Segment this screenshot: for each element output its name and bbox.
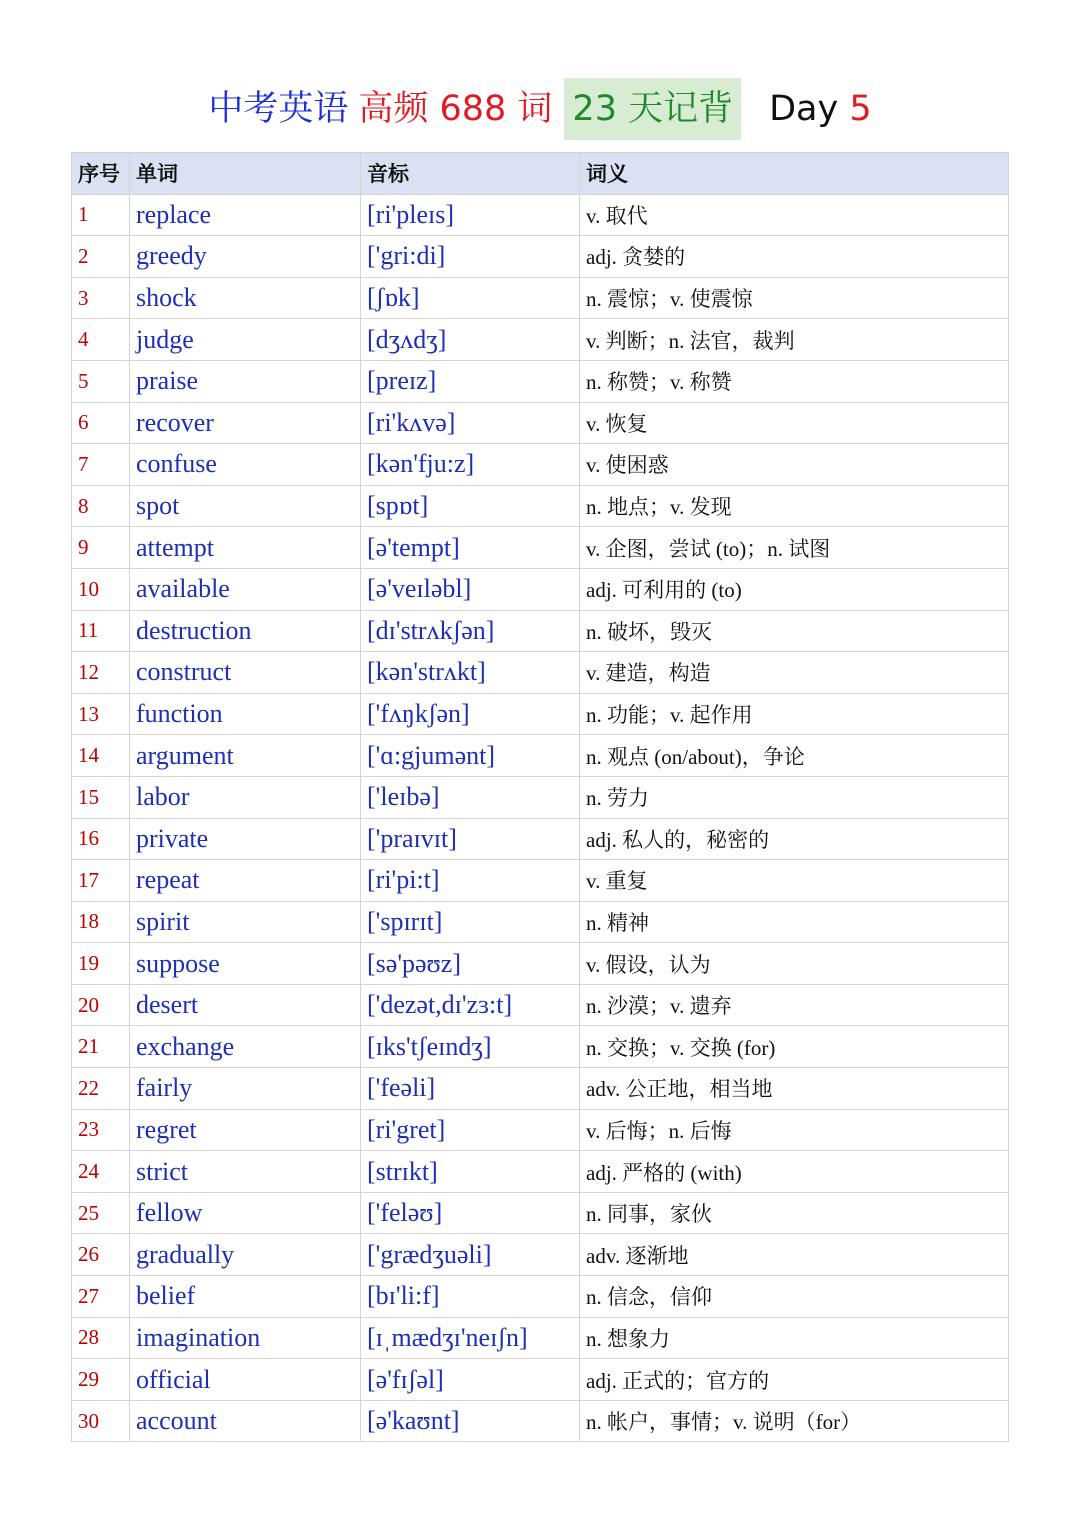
- table-row: [72, 360, 1009, 402]
- row-word: belief: [130, 1276, 361, 1318]
- row-number: 25: [72, 1192, 130, 1234]
- table-row: [72, 1026, 1009, 1068]
- table-body: [72, 194, 1009, 1442]
- row-number: 19: [72, 943, 130, 985]
- row-phonetic: [ri'pleɪs]: [361, 194, 580, 236]
- row-word: desert: [130, 984, 361, 1026]
- row-meaning: adj. 可利用的 (to): [580, 568, 1009, 610]
- table-row: [72, 693, 1009, 735]
- row-meaning: n. 地点；v. 发现: [580, 485, 1009, 527]
- table-row: [72, 236, 1009, 278]
- table-row: [72, 610, 1009, 652]
- row-number: 16: [72, 818, 130, 860]
- row-word: recover: [130, 402, 361, 444]
- row-phonetic: ['spɪrɪt]: [361, 901, 580, 943]
- table-row: [72, 527, 1009, 569]
- row-word: attempt: [130, 527, 361, 569]
- row-number: 21: [72, 1026, 130, 1068]
- row-meaning: v. 建造，构造: [580, 652, 1009, 694]
- row-meaning: adj. 私人的，秘密的: [580, 818, 1009, 860]
- row-phonetic: [ri'pi:t]: [361, 860, 580, 902]
- header-meaning: 词义: [580, 153, 1009, 195]
- table-row: [72, 1192, 1009, 1234]
- row-phonetic: [sə'pəʊz]: [361, 943, 580, 985]
- row-number: 11: [72, 610, 130, 652]
- row-meaning: v. 企图，尝试 (to)；n. 试图: [580, 527, 1009, 569]
- row-number: 27: [72, 1276, 130, 1318]
- row-word: labor: [130, 776, 361, 818]
- row-number: 20: [72, 984, 130, 1026]
- vocabulary-table: [71, 152, 1009, 1442]
- row-phonetic: [ə'tempt]: [361, 527, 580, 569]
- row-word: account: [130, 1400, 361, 1442]
- row-phonetic: [ɪks'tʃeɪndʒ]: [361, 1026, 580, 1068]
- row-number: 15: [72, 776, 130, 818]
- row-phonetic: [kən'fju:z]: [361, 444, 580, 486]
- row-meaning: n. 帐户，事情；v. 说明（for）: [580, 1400, 1009, 1442]
- row-meaning: v. 使困惑: [580, 444, 1009, 486]
- row-phonetic: [ʃɒk]: [361, 277, 580, 319]
- row-meaning: n. 功能；v. 起作用: [580, 693, 1009, 735]
- row-meaning: n. 沙漠；v. 遗弃: [580, 984, 1009, 1026]
- row-meaning: n. 称赞；v. 称赞: [580, 360, 1009, 402]
- row-number: 18: [72, 901, 130, 943]
- row-phonetic: [dʒʌdʒ]: [361, 319, 580, 361]
- page-title: [0, 78, 1080, 140]
- row-word: judge: [130, 319, 361, 361]
- row-word: imagination: [130, 1317, 361, 1359]
- row-meaning: v. 后悔；n. 后悔: [580, 1109, 1009, 1151]
- table-row: [72, 984, 1009, 1026]
- title-day-number: 5: [849, 89, 872, 129]
- header-number: 序号: [72, 153, 130, 195]
- header-word: 单词: [130, 153, 361, 195]
- row-number: 8: [72, 485, 130, 527]
- row-word: function: [130, 693, 361, 735]
- row-phonetic: ['leɪbə]: [361, 776, 580, 818]
- table-header-row: [72, 153, 1009, 195]
- row-word: private: [130, 818, 361, 860]
- row-word: repeat: [130, 860, 361, 902]
- row-meaning: n. 交换；v. 交换 (for): [580, 1026, 1009, 1068]
- table-row: [72, 1151, 1009, 1193]
- table-row: [72, 1276, 1009, 1318]
- row-phonetic: ['gri:di]: [361, 236, 580, 278]
- row-number: 14: [72, 735, 130, 777]
- row-meaning: v. 假设，认为: [580, 943, 1009, 985]
- table-row: [72, 1109, 1009, 1151]
- row-number: 26: [72, 1234, 130, 1276]
- row-word: official: [130, 1359, 361, 1401]
- table-row: [72, 1359, 1009, 1401]
- table-row: [72, 568, 1009, 610]
- row-meaning: n. 破坏，毁灭: [580, 610, 1009, 652]
- row-phonetic: [preɪz]: [361, 360, 580, 402]
- row-number: 17: [72, 860, 130, 902]
- row-number: 2: [72, 236, 130, 278]
- row-phonetic: [ə'fɪʃəl]: [361, 1359, 580, 1401]
- row-number: 22: [72, 1068, 130, 1110]
- row-phonetic: ['fʌŋkʃən]: [361, 693, 580, 735]
- table-row: [72, 1234, 1009, 1276]
- row-meaning: n. 精神: [580, 901, 1009, 943]
- row-word: construct: [130, 652, 361, 694]
- table-row: [72, 277, 1009, 319]
- row-meaning: n. 同事，家伙: [580, 1192, 1009, 1234]
- row-word: shock: [130, 277, 361, 319]
- row-meaning: n. 震惊；v. 使震惊: [580, 277, 1009, 319]
- row-phonetic: [dɪ'strʌkʃən]: [361, 610, 580, 652]
- row-number: 23: [72, 1109, 130, 1151]
- header-phonetic: 音标: [361, 153, 580, 195]
- table-row: [72, 485, 1009, 527]
- row-word: available: [130, 568, 361, 610]
- row-meaning: n. 想象力: [580, 1317, 1009, 1359]
- row-word: spirit: [130, 901, 361, 943]
- row-number: 1: [72, 194, 130, 236]
- title-part-word-count: 高频 688 词: [358, 89, 553, 129]
- table-row: [72, 901, 1009, 943]
- row-number: 13: [72, 693, 130, 735]
- row-word: strict: [130, 1151, 361, 1193]
- row-phonetic: [ri'gret]: [361, 1109, 580, 1151]
- row-word: gradually: [130, 1234, 361, 1276]
- row-phonetic: ['grædʒuəli]: [361, 1234, 580, 1276]
- table-row: [72, 776, 1009, 818]
- row-phonetic: ['dezət,dɪ'zɜ:t]: [361, 984, 580, 1026]
- table-row: [72, 735, 1009, 777]
- row-word: confuse: [130, 444, 361, 486]
- row-phonetic: [strɪkt]: [361, 1151, 580, 1193]
- row-meaning: v. 重复: [580, 860, 1009, 902]
- row-phonetic: [bɪ'li:f]: [361, 1276, 580, 1318]
- row-phonetic: ['feləʊ]: [361, 1192, 580, 1234]
- row-phonetic: [kən'strʌkt]: [361, 652, 580, 694]
- row-phonetic: ['praɪvɪt]: [361, 818, 580, 860]
- row-meaning: n. 信念，信仰: [580, 1276, 1009, 1318]
- row-word: fairly: [130, 1068, 361, 1110]
- row-number: 3: [72, 277, 130, 319]
- row-word: greedy: [130, 236, 361, 278]
- row-phonetic: ['ɑ:gjumənt]: [361, 735, 580, 777]
- row-number: 7: [72, 444, 130, 486]
- table-row: [72, 860, 1009, 902]
- row-number: 12: [72, 652, 130, 694]
- row-number: 29: [72, 1359, 130, 1401]
- row-word: regret: [130, 1109, 361, 1151]
- row-meaning: v. 判断；n. 法官，裁判: [580, 319, 1009, 361]
- row-number: 4: [72, 319, 130, 361]
- row-number: 5: [72, 360, 130, 402]
- row-meaning: v. 恢复: [580, 402, 1009, 444]
- row-phonetic: [ɪˌmædʒɪ'neɪʃn]: [361, 1317, 580, 1359]
- table-row: [72, 194, 1009, 236]
- table-row: [72, 402, 1009, 444]
- title-part-days: 23 天记背: [564, 78, 741, 140]
- row-meaning: adj. 贪婪的: [580, 236, 1009, 278]
- table-row: [72, 943, 1009, 985]
- table-row: [72, 319, 1009, 361]
- row-number: 28: [72, 1317, 130, 1359]
- row-meaning: v. 取代: [580, 194, 1009, 236]
- row-meaning: adv. 逐渐地: [580, 1234, 1009, 1276]
- row-phonetic: ['feəli]: [361, 1068, 580, 1110]
- row-meaning: n. 观点 (on/about)，争论: [580, 735, 1009, 777]
- table-row: [72, 1068, 1009, 1110]
- title-day-label: Day: [769, 89, 839, 129]
- row-meaning: n. 劳力: [580, 776, 1009, 818]
- table-row: [72, 444, 1009, 486]
- title-part-exam-english: 中考英语: [208, 89, 349, 129]
- table-row: [72, 652, 1009, 694]
- row-number: 9: [72, 527, 130, 569]
- row-word: replace: [130, 194, 361, 236]
- row-number: 6: [72, 402, 130, 444]
- row-meaning: adv. 公正地，相当地: [580, 1068, 1009, 1110]
- row-number: 10: [72, 568, 130, 610]
- row-phonetic: [ə'veɪləbl]: [361, 568, 580, 610]
- table-row: [72, 1400, 1009, 1442]
- row-phonetic: [spɒt]: [361, 485, 580, 527]
- row-word: spot: [130, 485, 361, 527]
- row-number: 24: [72, 1151, 130, 1193]
- row-word: praise: [130, 360, 361, 402]
- row-word: fellow: [130, 1192, 361, 1234]
- row-number: 30: [72, 1400, 130, 1442]
- row-word: destruction: [130, 610, 361, 652]
- row-word: argument: [130, 735, 361, 777]
- row-phonetic: [ri'kʌvə]: [361, 402, 580, 444]
- row-phonetic: [ə'kaʊnt]: [361, 1400, 580, 1442]
- table-row: [72, 1317, 1009, 1359]
- table-row: [72, 818, 1009, 860]
- row-word: exchange: [130, 1026, 361, 1068]
- row-word: suppose: [130, 943, 361, 985]
- row-meaning: adj. 正式的；官方的: [580, 1359, 1009, 1401]
- row-meaning: adj. 严格的 (with): [580, 1151, 1009, 1193]
